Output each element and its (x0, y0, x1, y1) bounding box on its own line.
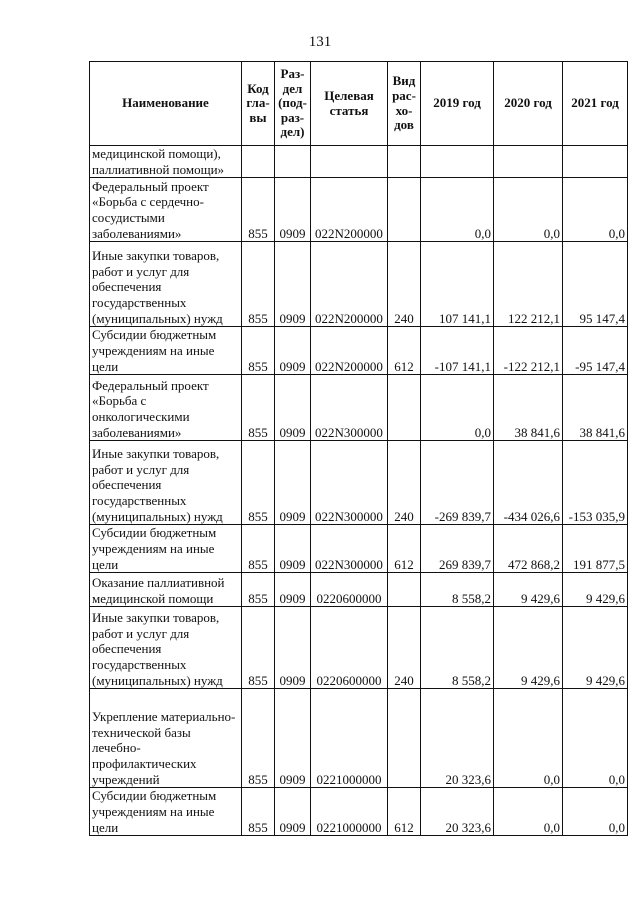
header-expense-line: рас- (392, 87, 416, 103)
table-row (90, 441, 628, 525)
cell-2021: -153 035,9 (563, 441, 628, 525)
cell-expense (388, 689, 421, 788)
cell-chapter: 855 (242, 178, 275, 242)
cell-target: 0221000000 (311, 689, 388, 788)
cell-2021 (563, 146, 628, 178)
header-target-line: Целевая (324, 87, 374, 103)
cell-name: Федеральный проект «Борьба с онкологическими заболеваниями» (90, 375, 242, 441)
header-expense-line: хо- (395, 102, 413, 118)
table-row (90, 573, 628, 607)
cell-2020: 0,0 (494, 689, 563, 788)
header-2019: 2019 год (421, 62, 494, 146)
cell-target: 0220600000 (311, 607, 388, 689)
cell-target: 022N300000 (311, 375, 388, 441)
cell-section (275, 146, 311, 178)
header-chapter-line: гла- (246, 95, 270, 111)
cell-expense (388, 178, 421, 242)
header-2021: 2021 год (563, 62, 628, 146)
cell-name: Укрепление материально-технической базы лечебно-профилактических учреждений (90, 689, 242, 788)
cell-2019: 0,0 (421, 375, 494, 441)
cell-target (311, 146, 388, 178)
cell-2020: 9 429,6 (494, 607, 563, 689)
header-name: Наименование (90, 62, 242, 146)
table-row (90, 788, 628, 836)
cell-2019: 269 839,7 (421, 525, 494, 573)
header-target (311, 62, 388, 146)
header-section-line: Раз- (280, 66, 305, 82)
cell-expense (388, 573, 421, 607)
cell-2020: -122 212,1 (494, 327, 563, 375)
cell-chapter: 855 (242, 242, 275, 327)
table-row (90, 689, 628, 788)
cell-section: 0909 (275, 525, 311, 573)
cell-section: 0909 (275, 689, 311, 788)
header-section-line: раз- (280, 109, 305, 125)
cell-name: Субсидии бюджетным учреждениям на иные цели (90, 525, 242, 573)
cell-2019: 20 323,6 (421, 689, 494, 788)
cell-2019 (421, 146, 494, 178)
cell-name: медицинской помощи), паллиативной помощи» (90, 146, 242, 178)
cell-expense: 612 (388, 525, 421, 573)
cell-expense: 240 (388, 441, 421, 525)
cell-2019: 8 558,2 (421, 573, 494, 607)
cell-2021: 191 877,5 (563, 525, 628, 573)
cell-section: 0909 (275, 178, 311, 242)
header-expense-line: Вид (392, 73, 416, 89)
cell-target: 0220600000 (311, 573, 388, 607)
cell-chapter: 855 (242, 788, 275, 836)
table-row (90, 178, 628, 242)
table-row (90, 327, 628, 375)
cell-2021: -95 147,4 (563, 327, 628, 375)
header-2020: 2020 год (494, 62, 563, 146)
cell-chapter: 855 (242, 689, 275, 788)
cell-2020: 38 841,6 (494, 375, 563, 441)
cell-expense (388, 146, 421, 178)
cell-name: Федеральный проект «Борьба с сердечно-сосудистыми заболеваниями» (90, 178, 242, 242)
cell-name: Иные закупки товаров, работ и услуг для обеспечения государственных (муниципальных) нужд (90, 242, 242, 327)
cell-name: Оказание паллиативной медицинской помощи (90, 573, 242, 607)
cell-2019: 107 141,1 (421, 242, 494, 327)
cell-chapter: 855 (242, 327, 275, 375)
cell-2021: 0,0 (563, 788, 628, 836)
cell-2021: 38 841,6 (563, 375, 628, 441)
cell-target: 022N300000 (311, 441, 388, 525)
cell-2020: 0,0 (494, 178, 563, 242)
cell-name: Субсидии бюджетным учреждениям на иные цели (90, 788, 242, 836)
header-chapter-line: вы (249, 109, 267, 125)
header-section-line: (под- (278, 95, 307, 111)
cell-expense: 612 (388, 788, 421, 836)
header-section (275, 62, 311, 146)
cell-2019: 8 558,2 (421, 607, 494, 689)
cell-expense: 612 (388, 327, 421, 375)
header-expense-line: дов (394, 117, 414, 133)
cell-chapter: 855 (242, 441, 275, 525)
cell-2020: 9 429,6 (494, 573, 563, 607)
header-chapter (242, 62, 275, 146)
cell-2021: 9 429,6 (563, 573, 628, 607)
cell-section: 0909 (275, 375, 311, 441)
cell-2019: -269 839,7 (421, 441, 494, 525)
header-expense (388, 62, 421, 146)
budget-table (89, 61, 628, 836)
cell-2019: 20 323,6 (421, 788, 494, 836)
cell-2020 (494, 146, 563, 178)
cell-expense: 240 (388, 607, 421, 689)
table-row (90, 607, 628, 689)
cell-name: Иные закупки товаров, работ и услуг для обеспечения государственных (муниципальных) нужд (90, 441, 242, 525)
cell-section: 0909 (275, 607, 311, 689)
cell-chapter: 855 (242, 375, 275, 441)
table-row (90, 375, 628, 441)
cell-section: 0909 (275, 441, 311, 525)
cell-2019: -107 141,1 (421, 327, 494, 375)
cell-section: 0909 (275, 242, 311, 327)
cell-2021: 9 429,6 (563, 607, 628, 689)
cell-2020: 472 868,2 (494, 525, 563, 573)
cell-2021: 95 147,4 (563, 242, 628, 327)
cell-name: Субсидии бюджетным учреждениям на иные цели (90, 327, 242, 375)
table-row (90, 146, 628, 178)
table-row (90, 242, 628, 327)
cell-target: 022N200000 (311, 178, 388, 242)
cell-section: 0909 (275, 327, 311, 375)
header-section-line: дел (282, 80, 303, 96)
cell-2020: 122 212,1 (494, 242, 563, 327)
cell-2021: 0,0 (563, 689, 628, 788)
header-chapter-line: Код (247, 80, 269, 96)
cell-chapter: 855 (242, 573, 275, 607)
cell-chapter (242, 146, 275, 178)
table-row (90, 525, 628, 573)
cell-2020: 0,0 (494, 788, 563, 836)
cell-2019: 0,0 (421, 178, 494, 242)
header-target-line: статья (329, 102, 369, 118)
cell-name: Иные закупки товаров, работ и услуг для обеспечения государственных (муниципальных) нужд (90, 607, 242, 689)
cell-target: 0221000000 (311, 788, 388, 836)
cell-target: 022N200000 (311, 242, 388, 327)
page-number: 131 (308, 34, 332, 50)
cell-2020: -434 026,6 (494, 441, 563, 525)
cell-chapter: 855 (242, 525, 275, 573)
cell-target: 022N200000 (311, 327, 388, 375)
cell-section: 0909 (275, 573, 311, 607)
header-section-line: дел) (280, 124, 305, 140)
cell-section: 0909 (275, 788, 311, 836)
header-row (90, 62, 628, 146)
cell-chapter: 855 (242, 607, 275, 689)
cell-2021: 0,0 (563, 178, 628, 242)
cell-expense: 240 (388, 242, 421, 327)
cell-expense (388, 375, 421, 441)
cell-target: 022N300000 (311, 525, 388, 573)
